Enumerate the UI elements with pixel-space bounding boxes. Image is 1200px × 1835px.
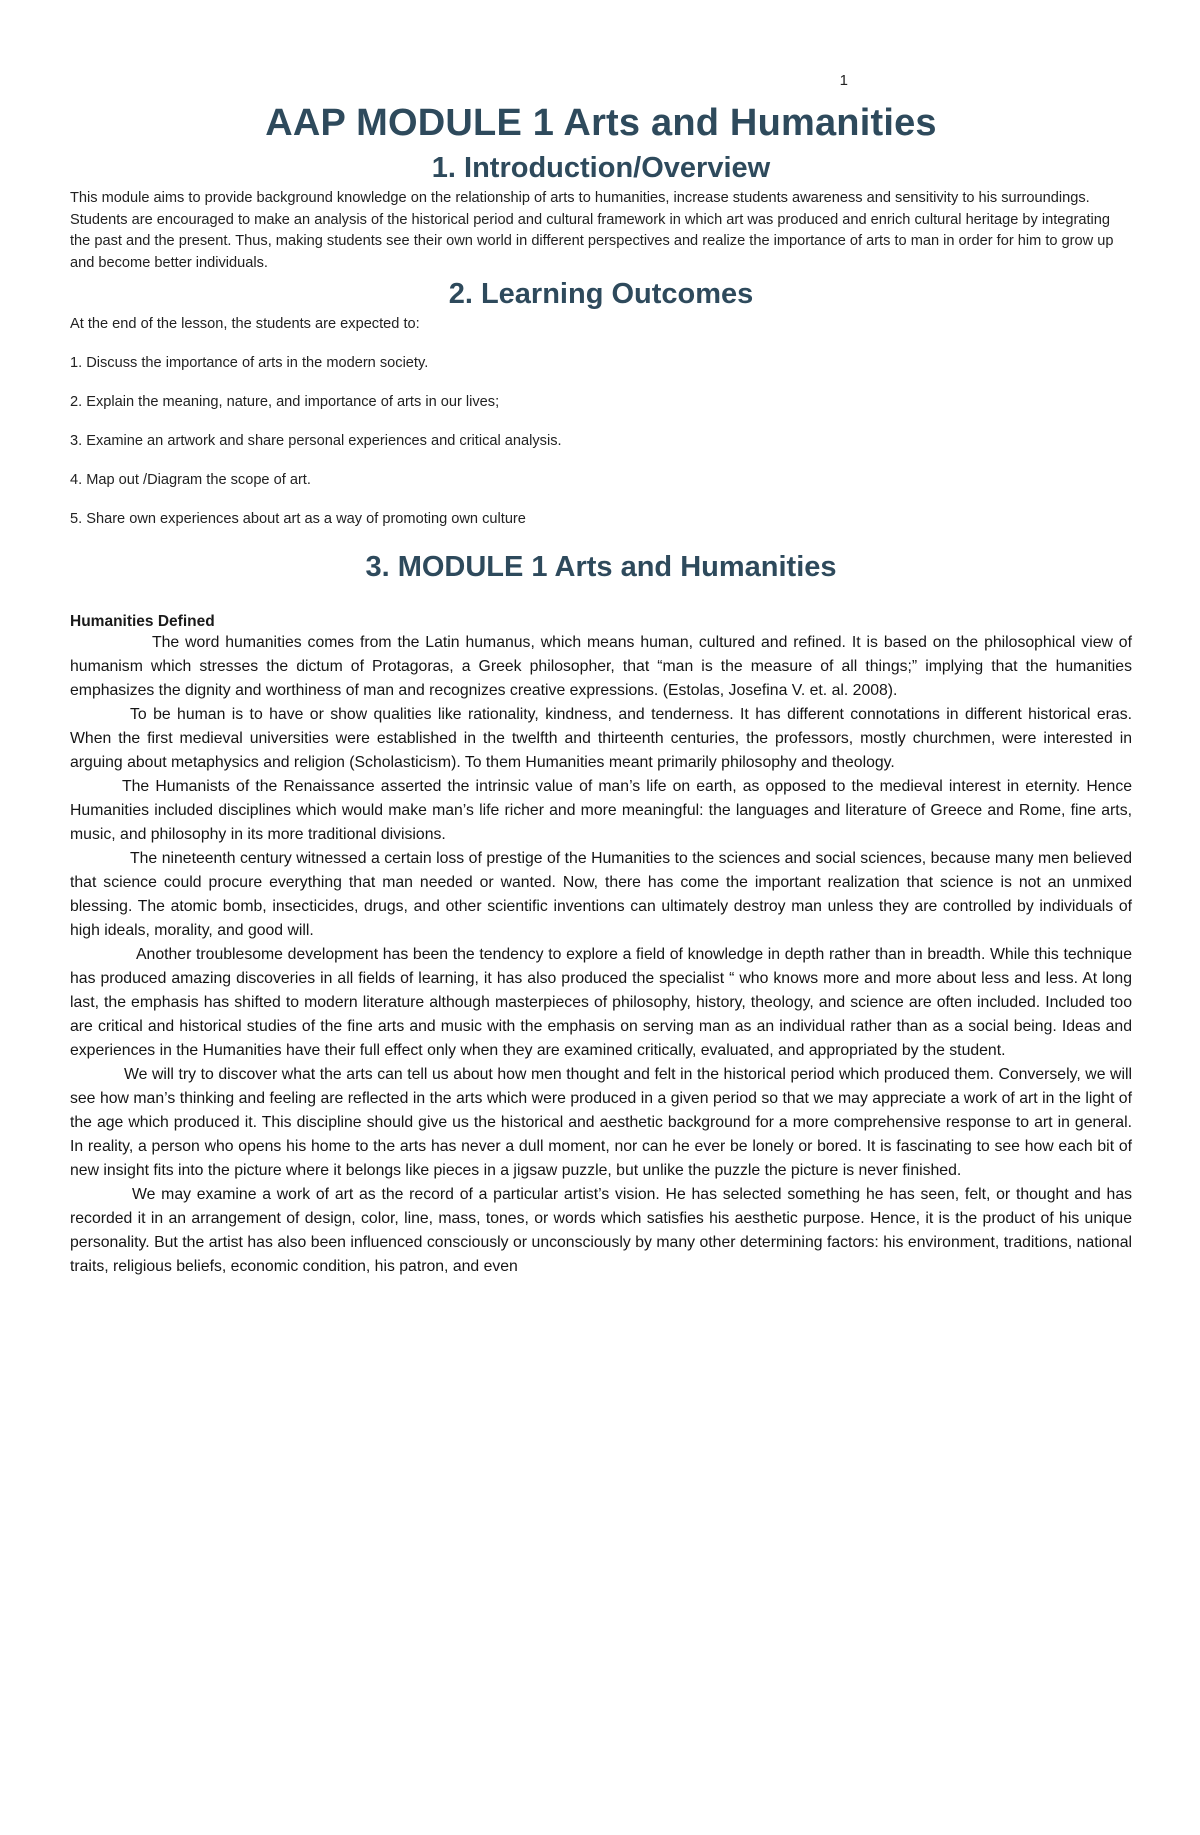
learning-outcomes-list — [70, 352, 1132, 530]
body-paragraph: The word humanities comes from the Latin humanus, which means human, cultured and refined. It is based on the philosophical view of humanism which stresses the dictum of Protagoras, a Greek philosopher, that “man is the measure of all things;” implying that the humanities emphasizes the dignity and worthiness of man and recognizes creative expressions. (Estolas, Josefina V. et. al. 2008). — [70, 633, 1132, 699]
learning-outcomes-lead: At the end of the lesson, the students are expected to: — [70, 316, 420, 332]
list-item: 2. Explain the meaning, nature, and importance of arts in our lives; — [70, 393, 500, 410]
body-paragraph: To be human is to have or show qualities like rationality, kindness, and tenderness. It has different connotations in different historical eras. When the first medieval universities were established in the twelfth and thirteenth centuries, the professors, mostly churchmen, were interested in arguing about metaphysics and religion (Scholasticism). To them Humanities meant primarily philosophy and theology. — [70, 705, 1132, 771]
document-title: AAP MODULE 1 Arts and Humanities — [265, 102, 937, 144]
intro-heading: 1. Introduction/Overview — [431, 152, 771, 184]
body-paragraph: The Humanists of the Renaissance asserted the intrinsic value of man’s life on earth, as opposed to the medieval interest in eternity. Hence Humanities included disciplines which would make man’s life richer and more meaningful: the languages and literature of Greece and Rome, fine arts, music, and philosophy in its more traditional divisions. — [70, 777, 1132, 843]
body-paragraph: The nineteenth century witnessed a certain loss of prestige of the Humanities to the sciences and social sciences, because many men believed that science could procure everything that man needed or wanted. Now, there has come the important realization that science is not an unmixed blessing. The atomic bomb, insecticides, drugs, and other scientific inventions can ultimately destroy man unless they are controlled by individuals of high ideals, morality, and good will. — [70, 849, 1132, 939]
learning-outcomes-heading: 2. Learning Outcomes — [448, 278, 754, 310]
body-paragraph: We may examine a work of art as the record of a particular artist’s vision. He has selected something he has seen, felt, or thought and has recorded it in an arrangement of design, color, line, mass, tones, or words which satisfies his aesthetic purpose. Hence, it is the product of his unique personality. But the artist has also been influenced consciously or unconsciously by many other determining factors: his environment, traditions, national traits, religious beliefs, economic condition, his patron, and even — [70, 1185, 1132, 1275]
humanities-defined-subheading: Humanities Defined — [70, 612, 215, 630]
page-number: 1 — [839, 72, 848, 89]
body-paragraph: Another troublesome development has been the tendency to explore a field of knowledge in depth rather than in breadth. While this technique has produced amazing discoveries in all fields of learning, it has also produced the specialist “ who knows more and more about less and less. At long last, the emphasis has shifted to modern literature although masterpieces of philosophy, history, theology, and science are often included. Included too are critical and historical studies of the fine arts and music with the emphasis on serving man as an individual rather than as a social being. Ideas and experiences in the Humanities have their full effect only when they are examined critically, evaluated, and appropriated by the student. — [70, 945, 1132, 1059]
list-item: 1. Discuss the importance of arts in the modern society. — [70, 354, 429, 371]
list-item: 3. Examine an artwork and share personal experiences and critical analysis. — [70, 432, 562, 449]
module-heading: 3. MODULE 1 Arts and Humanities — [365, 550, 837, 583]
list-item: 4. Map out /Diagram the scope of art. — [70, 471, 311, 488]
body-paragraph: We will try to discover what the arts can tell us about how men thought and felt in the historical period which produced them. Conversely, we will see how man’s thinking and feeling are reflected in the arts which were produced in a given period so that we may appreciate a work of art in the light of the age which produced it. This discipline should give us the historical and aesthetic background for a more comprehensive response to art in general. In reality, a person who opens his home to the arts has never a dull moment, nor can he ever be lonely or bored. It is fascinating to see how each bit of new insight fits into the picture where it belongs like pieces in a jigsaw puzzle, but unlike the puzzle the picture is never finished. — [70, 1065, 1132, 1179]
intro-paragraph: This module aims to provide background knowledge on the relationship of arts to humanities, increase students awareness and sensitivity to his surroundings. Students are encouraged to make an analysis of the historical period and cultural framework in which art was produced and enrich cultural heritage by integrating the past and the present. Thus, making students see their own world in different perspectives and realize the importance of arts to man in order for him to grow up and become better individuals. — [70, 190, 1114, 271]
list-item: 5. Share own experiences about art as a way of promoting own culture — [70, 510, 526, 527]
